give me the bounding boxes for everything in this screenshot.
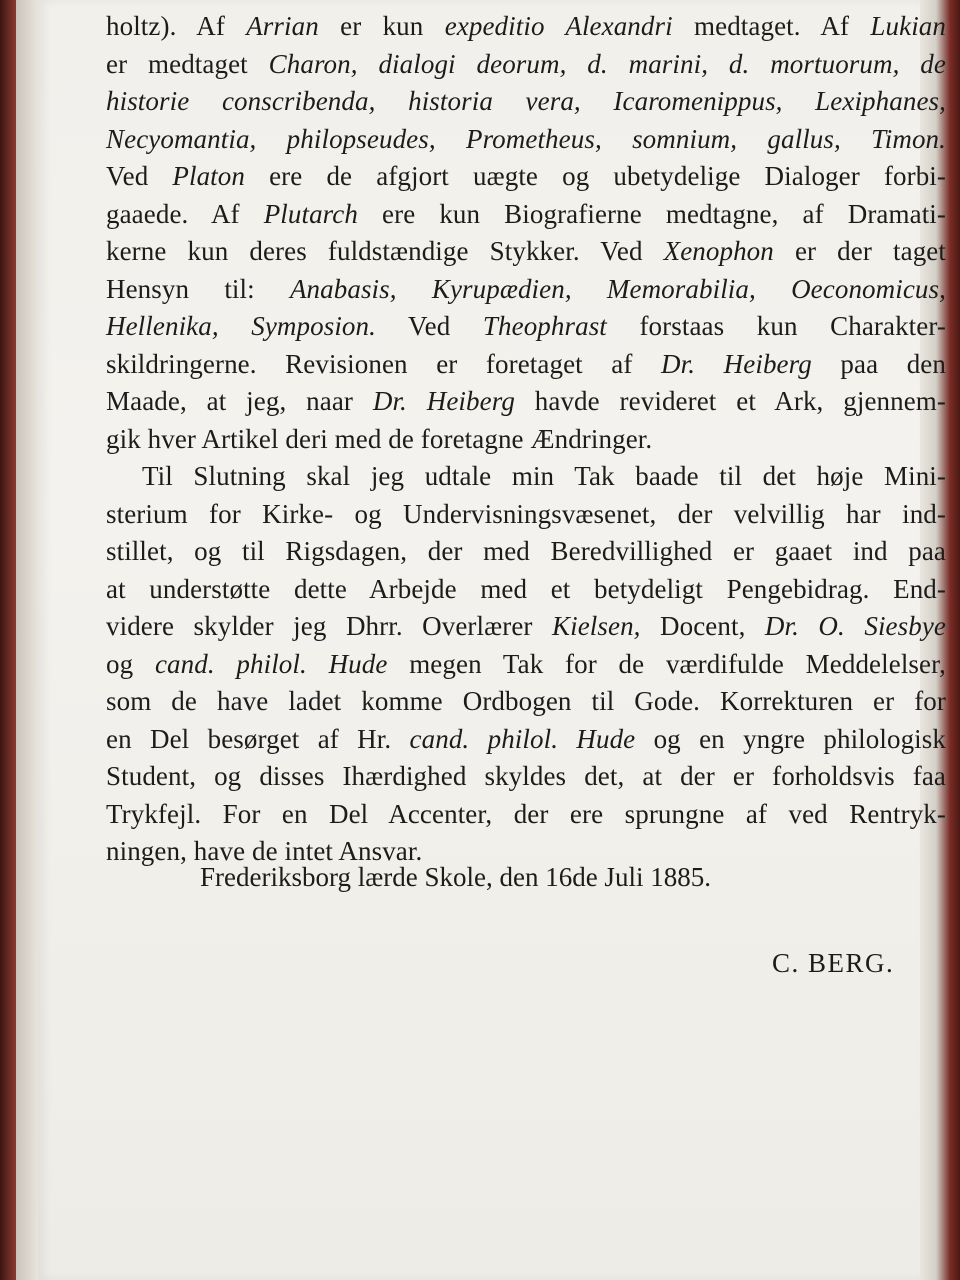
text-line (106, 46, 946, 84)
text-run: videre skylder jeg Dhrr. Overlærer (106, 611, 552, 641)
book-page (38, 0, 947, 1280)
italic-text: Necyomantia, philopseudes, Prometheus, somnium, gallus, Timon. (106, 123, 946, 154)
italic-text: historie conscribenda, historia vera, Icaromenippus, Lexiphanes, (106, 86, 946, 116)
text-run: gik hver Artikel deri med de foretagne Ændringer. (106, 423, 653, 454)
signature: C. BERG. (772, 948, 895, 978)
text-run: er medtaget (106, 48, 269, 79)
italic-text: Xenophon (663, 236, 774, 266)
italic-text: Dr. Heiberg (661, 348, 812, 379)
text-run: Ved (106, 161, 173, 191)
italic-text: Dr. Heiberg (372, 386, 515, 416)
text-run: er kun (318, 11, 445, 41)
italic-text: Anabasis, Kyrupædien, Memorabilia, Oeconomicus, (289, 273, 946, 304)
text-run: medtaget. Af (672, 11, 871, 41)
text-run: megen Tak for de værdifulde Meddelelser, (387, 648, 946, 679)
text-run: paa den (811, 348, 946, 379)
italic-text: Kielsen, (551, 611, 641, 641)
text-run: er der taget (773, 236, 946, 266)
text-line (106, 796, 946, 834)
place-and-date: Frederiksborg lærde Skole, den 16de Juli 1885. (200, 862, 711, 892)
page-gutter (16, 0, 38, 1280)
text-run: forstaas kun Charakter- (606, 311, 947, 341)
text-run: Trykfejl. For en Del Accenter, der ere sprungne af ved Rentryk- (106, 798, 946, 829)
text-line (106, 533, 946, 571)
text-line (106, 346, 946, 384)
text-run: og (106, 648, 155, 679)
text-run: havde revideret et Ark, gjennem- (514, 386, 947, 416)
text-line (106, 196, 946, 234)
text-line (106, 271, 946, 309)
italic-text: cand. philol. Hude (409, 723, 636, 754)
text-line (106, 83, 946, 121)
italic-text: Hellenika, Symposion. (106, 311, 376, 341)
text-line (106, 646, 946, 684)
text-run: Til Slutning skal jeg udtale min Tak baade til det høje Mini- (142, 461, 946, 491)
text-run: Ved (376, 311, 483, 341)
text-run: som de have ladet komme Ordbogen til Gode. Korrekturen er for (106, 686, 946, 716)
text-line (106, 496, 946, 534)
italic-text: Arrian (246, 11, 319, 41)
text-run: holtz). Af (106, 11, 247, 41)
text-run: en Del besørget af Hr. (106, 723, 410, 754)
text-line (106, 308, 946, 346)
text-line (106, 721, 946, 759)
italic-text: Plutarch (263, 198, 358, 229)
text-line (106, 8, 946, 46)
text-line (106, 158, 946, 196)
text-run: sterium for Kirke- og Undervisningsvæsenet, der velvillig har ind- (106, 498, 946, 529)
text-run: gaaede. Af (106, 198, 264, 229)
text-run: skildringerne. Revisionen er foretaget af (106, 348, 662, 379)
text-run: ningen, have de intet Ansvar. (106, 836, 423, 866)
italic-text: Lukian (870, 11, 947, 41)
text-run: ere kun Biografierne medtagne, af Dramati- (357, 198, 946, 229)
italic-text: expeditio Alexandri (444, 11, 673, 41)
text-line (106, 683, 946, 721)
text-run: Docent, (640, 611, 765, 641)
italic-text: Charon, dialogi deorum, d. marini, d. mortuorum, de (268, 48, 946, 79)
text-line (106, 121, 946, 159)
text-run: at understøtte dette Arbejde med et betydeligt Pengebidrag. End- (106, 573, 946, 604)
italic-text: Dr. O. Siesbye (764, 611, 947, 641)
text-line (106, 421, 946, 459)
text-run: ere de afgjort uægte og ubetydelige Dialoger forbi- (245, 161, 946, 191)
text-run: Student, og disses Ihærdighed skyldes det, at der er forholdsvis faa (106, 761, 946, 791)
text-run: Maade, at jeg, naar (106, 386, 373, 416)
book-binding-left (0, 0, 16, 1280)
text-run: kerne kun deres fuldstændige Stykker. Ved (106, 236, 664, 266)
italic-text: Theophrast (482, 311, 607, 341)
text-run: og en yngre philologisk (635, 723, 946, 754)
text-line (106, 758, 946, 796)
italic-text: cand. philol. Hude (154, 648, 388, 679)
body-text (106, 8, 946, 871)
text-line (106, 458, 946, 496)
text-run: Hensyn til: (106, 273, 290, 304)
text-run: stillet, og til Rigsdagen, der med Beredvillighed er gaaet ind paa (106, 536, 946, 566)
text-line (106, 233, 946, 271)
text-line (106, 571, 946, 609)
text-line (106, 383, 946, 421)
text-line (106, 608, 946, 646)
italic-text: Platon (172, 161, 245, 191)
